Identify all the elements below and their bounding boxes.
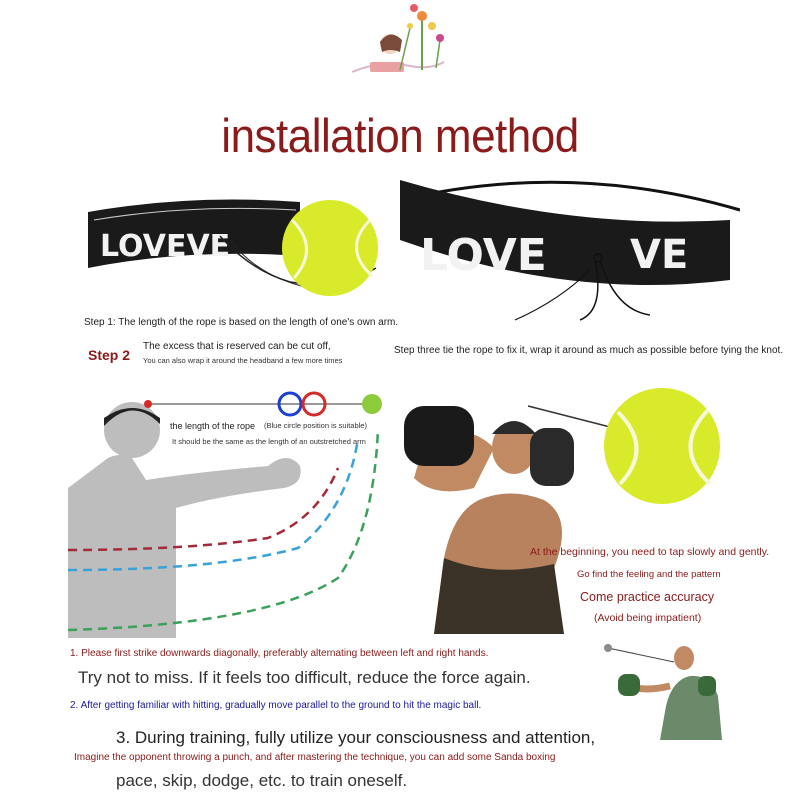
headband-closeup-image xyxy=(400,160,740,330)
instruction-line3: 2. After getting familiar with hitting, gradually move parallel to the ground to hit the magic ball. xyxy=(70,700,482,711)
blue-circle-label: (Blue circle position is suitable) xyxy=(264,421,367,430)
step2-main-text: The excess that is reserved can be cut off, xyxy=(143,341,331,352)
tip-avoid-impatient: (Avoid being impatient) xyxy=(594,612,702,624)
step1-text: Step 1: The length of the rope is based on the length of one's own arm. xyxy=(84,317,399,328)
page-title: installation method xyxy=(221,110,579,163)
arm-note-label: It should be the same as the length of an outstretched arm xyxy=(172,437,366,446)
instruction-line4: 3. During training, fully utilize your consciousness and attention, xyxy=(116,728,596,747)
flower-decoration-icon xyxy=(340,0,450,82)
instruction-line6: pace, skip, dodge, etc. to train oneself. xyxy=(116,771,408,790)
svg-text:VE: VE xyxy=(630,232,689,278)
tip-practice: Come practice accuracy xyxy=(580,590,715,604)
headband-text-left: LOVEVE xyxy=(100,229,231,264)
tennis-ball-icon xyxy=(282,200,378,296)
small-boxer-image xyxy=(600,636,732,740)
headband-text-right: LOVE xyxy=(420,230,547,281)
instruction-line2: Try not to miss. If it feels too difficult, reduce the force again. xyxy=(78,668,531,687)
tip-find-feeling: Go find the feeling and the pattern xyxy=(577,569,721,580)
headband-ball-image xyxy=(80,190,390,310)
step2-label: Step 2 xyxy=(88,347,131,363)
tennis-ball-large-icon xyxy=(604,388,720,504)
step2-sub-text: You can also wrap it around the headband a few more times xyxy=(143,356,343,365)
rope-length-label: the length of the rope xyxy=(170,421,256,431)
green-ball-icon xyxy=(362,394,382,414)
tip-tap-slowly: At the beginning, you need to tap slowly and gently. xyxy=(530,546,770,558)
instruction-line5: Imagine the opponent throwing a punch, and after mastering the technique, you can add some Sanda boxing xyxy=(74,752,556,763)
step3-text: Step three tie the rope to fix it, wrap it around as much as possible before tying the knot. xyxy=(394,345,784,356)
instruction-line1: 1. Please first strike downwards diagonally, preferably alternating between left and right hands. xyxy=(70,648,489,659)
